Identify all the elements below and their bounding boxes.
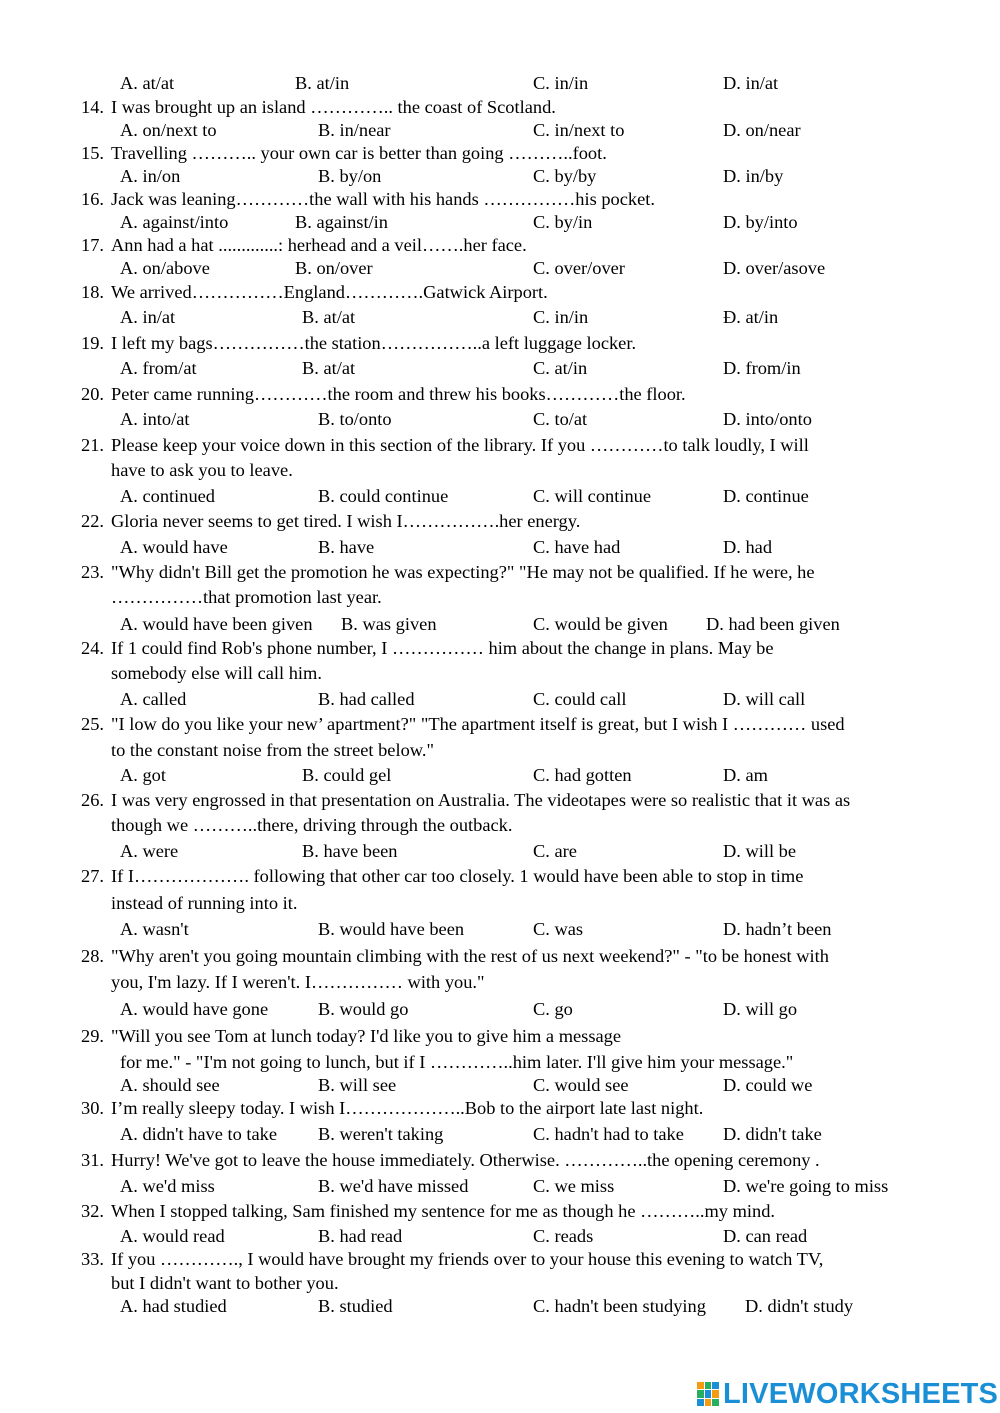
answer-option: B. at/at <box>302 358 356 378</box>
question-text: ……………that promotion last year. <box>111 587 382 607</box>
question-text: Ann had a hat .............: herhead and a veil…….her face. <box>111 235 527 255</box>
answer-option: B. would go <box>318 999 409 1019</box>
answer-option: C. over/over <box>533 258 625 278</box>
question-number: 20. <box>81 384 104 404</box>
question-text: If 1 could find Rob's phone number, I …………… him about the change in plans. May be <box>111 638 774 658</box>
answer-option: C. in/in <box>533 73 589 93</box>
question-number: 32. <box>81 1201 104 1221</box>
answer-option: A. against/into <box>120 212 229 232</box>
answer-option: A. would read <box>120 1226 225 1246</box>
answer-option: C. will continue <box>533 486 651 506</box>
question-number: 19. <box>81 333 104 353</box>
answer-option: D. had <box>723 537 773 557</box>
answer-option: D. will call <box>723 689 806 709</box>
answer-option: B. studied <box>318 1296 393 1316</box>
answer-option: D. had been given <box>706 614 840 634</box>
question-number: 31. <box>81 1150 104 1170</box>
question-text: Gloria never seems to get tired. I wish I…………….her energy. <box>111 511 581 531</box>
answer-option: B. against/in <box>295 212 388 232</box>
question-text: I’m really sleepy today. I wish I………………..Bob to the airport late last night. <box>111 1098 704 1118</box>
answer-option: A. didn't have to take <box>120 1124 278 1144</box>
answer-option: D. over/asove <box>723 258 826 278</box>
question-number: 17. <box>81 235 104 255</box>
answer-option: A. at/at <box>120 73 175 93</box>
question-text: "I low do you like your new’ apartment?" "The apartment itself is great, but I wish I ………… used <box>111 714 845 734</box>
question-number: 14. <box>81 97 104 117</box>
answer-option: B. had read <box>318 1226 403 1246</box>
answer-option: A. in/on <box>120 166 181 186</box>
answer-option: D. on/near <box>723 120 801 140</box>
answer-option: Đ. at/in <box>723 307 779 327</box>
answer-option: A. into/at <box>120 409 190 429</box>
answer-option: A. we'd miss <box>120 1176 215 1196</box>
answer-option: C. are <box>533 841 577 861</box>
answer-option: B. could gel <box>302 765 392 785</box>
question-number: 15. <box>81 143 104 163</box>
answer-option: A. on/next to <box>120 120 217 140</box>
question-number: 26. <box>81 790 104 810</box>
answer-option: B. would have been <box>318 919 465 939</box>
answer-option: D. could we <box>723 1075 813 1095</box>
answer-option: A. were <box>120 841 179 861</box>
question-number: 18. <box>81 282 104 302</box>
answer-option: C. to/at <box>533 409 588 429</box>
question-text: Please keep your voice down in this section of the library. If you …………to talk loudly, I will <box>111 435 809 455</box>
answer-option: A. had studied <box>120 1296 227 1316</box>
question-number: 16. <box>81 189 104 209</box>
answer-option: D. in/by <box>723 166 784 186</box>
question-text: have to ask you to leave. <box>111 460 293 480</box>
answer-option: B. at/at <box>302 307 356 327</box>
answer-option: A. called <box>120 689 187 709</box>
question-number: 30. <box>81 1098 104 1118</box>
answer-option: C. go <box>533 999 573 1019</box>
question-text: you, I'm lazy. If I weren't. I…………… with you." <box>111 972 485 992</box>
question-number: 21. <box>81 435 104 455</box>
answer-option: C. reads <box>533 1226 594 1246</box>
answer-option: D. by/into <box>723 212 798 232</box>
answer-option: D. in/at <box>723 73 779 93</box>
answer-option: A. from/at <box>120 358 197 378</box>
question-text: If you …………., I would have brought my friends over to your house this evening to watch TV, <box>111 1249 824 1269</box>
answer-option: C. we miss <box>533 1176 615 1196</box>
answer-option: D. didn't take <box>723 1124 822 1144</box>
answer-option: C. would be given <box>533 614 668 634</box>
answer-option: A. would have <box>120 537 228 557</box>
answer-option: B. could continue <box>318 486 449 506</box>
answer-option: D. will be <box>723 841 797 861</box>
answer-option: B. at/in <box>295 73 350 93</box>
question-number: 27. <box>81 866 104 886</box>
answer-option: C. had gotten <box>533 765 632 785</box>
question-text: but I didn't want to bother you. <box>111 1273 339 1293</box>
question-text: Hurry! We've got to leave the house immediately. Otherwise. …………..the opening ceremony . <box>111 1150 820 1170</box>
question-text: "Why didn't Bill get the promotion he was expecting?" "He may not be qualified. If he were, he <box>111 562 815 582</box>
answer-option: C. by/by <box>533 166 597 186</box>
question-text: Jack was leaning…………the wall with his hands ……………his pocket. <box>111 189 655 209</box>
question-text: for me." - "I'm not going to lunch, but if I …………..him later. I'll give him your message." <box>120 1052 794 1072</box>
answer-option: C. have had <box>533 537 621 557</box>
answer-option: A. wasn't <box>120 919 189 939</box>
answer-option: C. could call <box>533 689 627 709</box>
question-text: Peter came running…………the room and threw his books…………the floor. <box>111 384 686 404</box>
question-number: 22. <box>81 511 104 531</box>
question-text: to the constant noise from the street below." <box>111 740 434 760</box>
answer-option: A. should see <box>120 1075 220 1095</box>
answer-option: C. by/in <box>533 212 593 232</box>
answer-option: C. in/next to <box>533 120 625 140</box>
question-text: "Why aren't you going mountain climbing with the rest of us next weekend?" - "to be honest with <box>111 946 829 966</box>
question-number: 24. <box>81 638 104 658</box>
question-text: I left my bags……………the station……………..a left luggage locker. <box>111 333 637 353</box>
answer-option: D. will go <box>723 999 798 1019</box>
answer-option: D. continue <box>723 486 809 506</box>
question-number: 23. <box>81 562 104 582</box>
question-text: instead of running into it. <box>111 893 298 913</box>
logo-grid-icon <box>697 1382 719 1406</box>
answer-option: A. on/above <box>120 258 210 278</box>
answer-option: B. have been <box>302 841 398 861</box>
question-text: somebody else will call him. <box>111 663 322 683</box>
answer-option: B. have <box>318 537 375 557</box>
answer-option: D. didn't study <box>745 1296 854 1316</box>
answer-option: D. from/in <box>723 358 801 378</box>
question-number: 25. <box>81 714 104 734</box>
answer-option: C. in/in <box>533 307 589 327</box>
question-number: 33. <box>81 1249 104 1269</box>
answer-option: C. hadn't had to take <box>533 1124 684 1144</box>
answer-option: B. we'd have missed <box>318 1176 469 1196</box>
answer-option: A. got <box>120 765 166 785</box>
answer-option: C. was <box>533 919 584 939</box>
question-text: I was brought up an island ………….. the coast of Scotland. <box>111 97 556 117</box>
question-text: Travelling ……….. your own car is better than going ………..foot. <box>111 143 607 163</box>
answer-option: D. hadn’t been <box>723 919 832 939</box>
answer-option: B. weren't taking <box>318 1124 444 1144</box>
question-text: We arrived……………England………….Gatwick Airport. <box>111 282 548 302</box>
question-number: 29. <box>81 1026 104 1046</box>
answer-option: C. would see <box>533 1075 629 1095</box>
answer-option: B. will see <box>318 1075 397 1095</box>
answer-option: C. at/in <box>533 358 588 378</box>
answer-option: B. to/onto <box>318 409 392 429</box>
answer-option: D. can read <box>723 1226 808 1246</box>
answer-option: D. we're going to miss <box>723 1176 889 1196</box>
question-text: When I stopped talking, Sam finished my sentence for me as though he ………..my mind. <box>111 1201 775 1221</box>
answer-option: B. by/on <box>318 166 382 186</box>
answer-option: D. into/onto <box>723 409 812 429</box>
question-text: If I………………. following that other car too closely. 1 would have been able to stop in time <box>111 866 804 886</box>
answer-option: C. hadn't been studying <box>533 1296 706 1316</box>
answer-option: B. on/over <box>295 258 373 278</box>
answer-option: B. in/near <box>318 120 391 140</box>
question-text: though we ………..there, driving through the outback. <box>111 815 513 835</box>
answer-option: B. was given <box>341 614 437 634</box>
answer-option: A. continued <box>120 486 215 506</box>
question-text: I was very engrossed in that presentation on Australia. The videotapes were so realistic that it was as <box>111 790 851 810</box>
liveworksheets-logo <box>697 1378 998 1410</box>
answer-option: A. in/at <box>120 307 176 327</box>
question-text: "Will you see Tom at lunch today? I'd like you to give him a message <box>111 1026 621 1046</box>
answer-option: B. had called <box>318 689 415 709</box>
question-number: 28. <box>81 946 104 966</box>
logo-text: LIVEWORKSHEETS <box>723 1377 999 1410</box>
answer-option: A. would have gone <box>120 999 269 1019</box>
answer-option: A. would have been given <box>120 614 313 634</box>
answer-option: D. am <box>723 765 768 785</box>
